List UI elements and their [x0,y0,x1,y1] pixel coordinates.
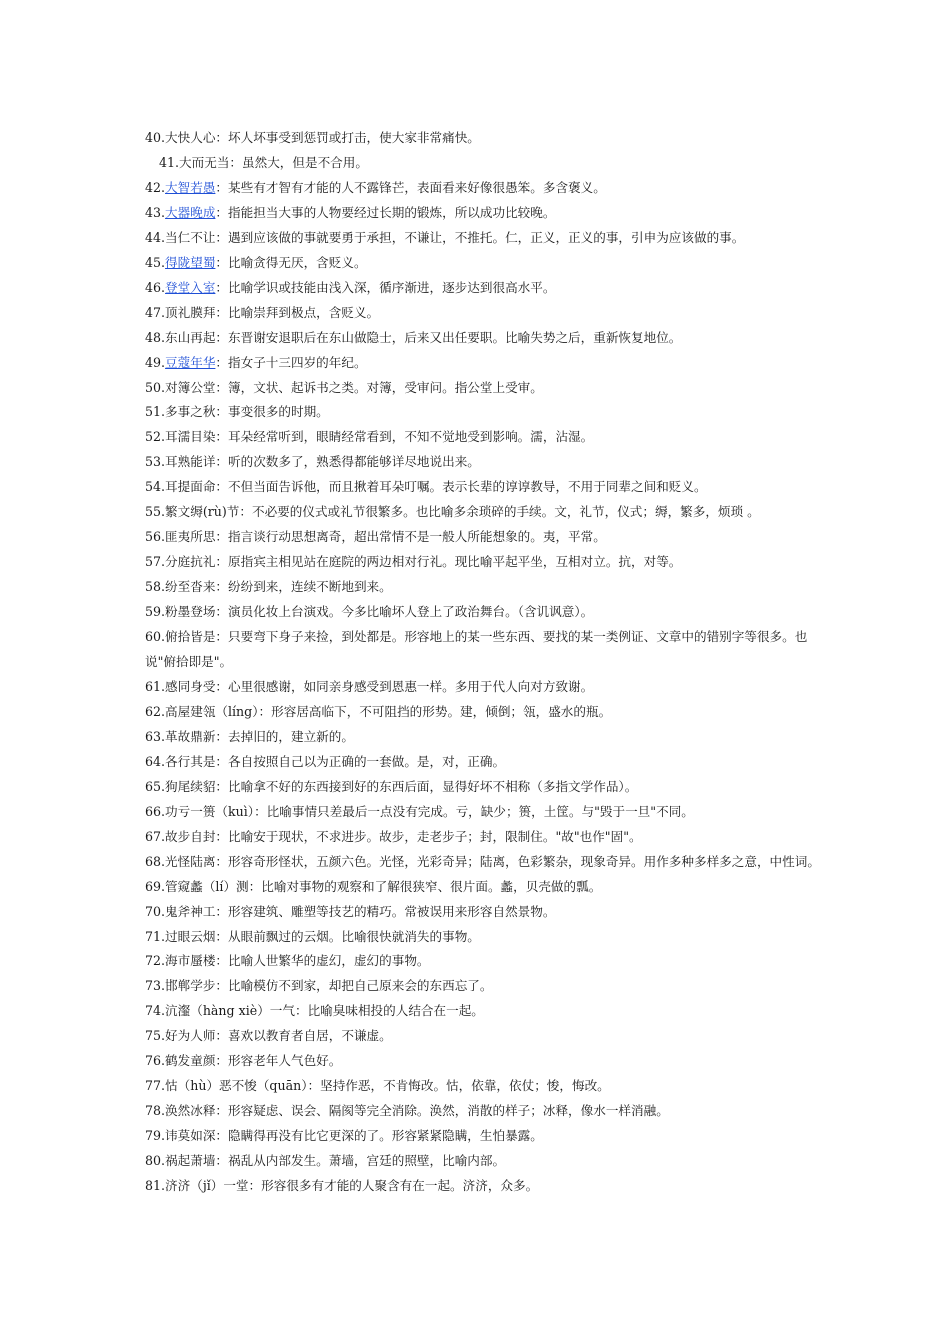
idiom-entry [145,850,825,875]
idiom-definition: ：比喻安于现状，不求进步。故步，走老步子；封，限制住。"故"也作"固"。 [215,828,642,844]
idiom-entry [145,825,825,850]
idiom-term: 当仁不让 [165,229,216,245]
idiom-definition: ：祸乱从内部发生。萧墙，宫廷的照壁，比喻内部。 [215,1153,506,1169]
idiom-entry [145,450,825,475]
entry-number: 78. [145,1103,166,1119]
idiom-term: 讳莫如深 [165,1128,216,1144]
entry-number: 69. [145,878,166,894]
idiom-definition: ：形容老年人气色好。 [215,1053,342,1069]
idiom-definition: ：演员化妆上台演戏。今多比喻坏人登上了政治舞台。（含讥讽意）。 [215,604,594,620]
entry-number: 58. [145,579,166,595]
idiom-definition: ：形容疑虑、误会、隔阂等完全消除。涣然，消散的样子；冰释，像水一样消融。 [215,1103,669,1119]
entry-number: 62. [145,703,166,719]
idiom-entry [145,900,825,925]
idiom-term: 涣然冰释 [165,1103,216,1119]
entry-number: 65. [145,778,166,794]
idiom-list [145,126,825,1199]
idiom-term: 革故鼎新 [165,728,216,744]
entry-number: 75. [145,1028,166,1044]
entry-number: 74. [145,1003,166,1019]
idiom-definition: ：比喻拿不好的东西接到好的东西后面，显得好坏不相称（多指文学作品）。 [215,778,638,794]
entry-number: 81. [145,1178,166,1194]
idiom-entry [145,201,825,226]
entry-number: 49. [145,354,166,370]
idiom-definition: ：指言谈行动思想离奇，超出常情不是一般人所能想象的。夷，平常。 [215,529,606,545]
entry-number: 80. [145,1153,166,1169]
idiom-entry [145,1124,825,1149]
entry-number: 63. [145,728,166,744]
entry-number: 70. [145,903,166,919]
idiom-definition: ：比喻学识或技能由浅入深，循序渐进，逐步达到很高水平。 [215,279,556,295]
idiom-definition: ：遇到应该做的事就要勇于承担，不谦让，不推托。仁，正义，正义的事，引申为应该做的事。 [215,229,745,245]
idiom-term: 对簿公堂 [165,379,216,395]
idiom-entry [145,775,825,800]
idiom-entry [145,1149,825,1174]
idiom-term-link[interactable]: 豆蔻年华 [165,354,216,370]
idiom-definition: ：簿，文状、起诉书之类。对簿，受审问。指公堂上受审。 [215,379,543,395]
idiom-term: 耳熟能详 [165,454,216,470]
idiom-entry [145,1049,825,1074]
idiom-entry [145,500,825,525]
idiom-term: 海市蜃楼 [165,953,216,969]
idiom-term: 耳濡目染 [165,429,216,445]
entry-number: 48. [145,329,166,345]
idiom-entry [145,1074,825,1099]
idiom-definition: ：比喻人世繁华的虚幻，虚幻的事物。 [215,953,430,969]
idiom-definition: ：只要弯下身子来捡，到处都是。形容地上的某一些东西、要找的某一类例证、文章中的错别字等很多。也说"俯拾即是"。 [145,629,808,670]
idiom-entry [145,425,825,450]
idiom-entry [145,151,825,176]
idiom-entry [145,1024,825,1049]
idiom-definition: ：听的次数多了，熟悉得都能够详尽地说出来。 [215,454,480,470]
entry-number: 66. [145,803,166,819]
idiom-term: 怙（hù）恶不悛（quān） [165,1078,308,1094]
entry-number: 71. [145,928,166,944]
idiom-entry [145,301,825,326]
idiom-entry [145,700,825,725]
idiom-entry [145,1099,825,1124]
idiom-entry [145,625,825,675]
idiom-entry [145,875,825,900]
idiom-definition: ：原指宾主相见站在庭院的两边相对行礼。现比喻平起平坐，互相对立。抗，对等。 [215,554,682,570]
idiom-definition: ：形容奇形怪状，五颜六色。光怪，光彩奇异；陆离，色彩繁杂，现象奇异。用作多种多样多之意，中性词。 [215,853,820,869]
idiom-definition: ：指能担当大事的人物要经过长期的锻炼，所以成功比较晚。 [215,204,556,220]
entry-number: 52. [145,429,166,445]
entry-number: 44. [145,229,166,245]
entry-number: 61. [145,678,166,694]
idiom-definition: ：东晋谢安退职后在东山做隐士，后来又出任要职。比喻失势之后，重新恢复地位。 [215,329,682,345]
idiom-term: 耳提面命 [165,479,216,495]
idiom-entry [145,176,825,201]
entry-number: 57. [145,554,166,570]
idiom-entry [145,475,825,500]
entry-number: 55. [145,504,166,520]
entry-number: 67. [145,828,166,844]
idiom-term: 鹤发童颜 [165,1053,216,1069]
idiom-entry [145,251,825,276]
entry-number: 56. [145,529,166,545]
entry-number: 68. [145,853,166,869]
idiom-definition: ：从眼前飘过的云烟。比喻很快就消失的事物。 [215,928,480,944]
entry-number: 46. [145,279,166,295]
idiom-term: 功亏一篑（kuì） [165,803,255,819]
entry-number: 59. [145,604,166,620]
idiom-definition: ：坚持作恶，不肯悔改。怙，依靠，依仗；悛，悔改。 [307,1078,610,1094]
idiom-entry [145,575,825,600]
idiom-entry [145,1174,825,1199]
idiom-entry [145,925,825,950]
idiom-definition: ：各自按照自己以为正确的一套做。是，对，正确。 [215,753,506,769]
idiom-definition: ：指女子十三四岁的年纪。 [215,354,367,370]
idiom-entry [145,525,825,550]
idiom-definition: ：心里很感谢，如同亲身感受到恩惠一样。多用于代人向对方致谢。 [215,678,594,694]
idiom-term: 俯拾皆是 [165,629,216,645]
idiom-entry [145,351,825,376]
idiom-term: 沆瀣（hàng xiè）一气 [165,1003,295,1019]
idiom-entry [145,999,825,1024]
entry-number: 72. [145,953,166,969]
entry-number: 47. [145,304,166,320]
idiom-term-link[interactable]: 登堂入室 [165,279,216,295]
entry-number: 54. [145,479,166,495]
idiom-term: 光怪陆离 [165,853,216,869]
idiom-entry [145,550,825,575]
entry-number: 76. [145,1053,166,1069]
entry-number: 42. [145,179,166,195]
idiom-definition: ：喜欢以教育者自居，不谦虚。 [215,1028,392,1044]
idiom-definition: ：形容建筑、雕塑等技艺的精巧。常被误用来形容自然景物。 [215,903,556,919]
idiom-definition: ：比喻事情只差最后一点没有完成。亏，缺少；篑，土筐。与"毁于一旦"不同。 [254,803,694,819]
idiom-entry [145,600,825,625]
idiom-definition: ：比喻贪得无厌，含贬义。 [215,254,367,270]
entry-number: 77. [145,1078,166,1094]
idiom-term-link[interactable]: 大智若愚 [165,179,216,195]
idiom-entry [145,800,825,825]
idiom-definition: ：纷纷到来，连续不断地到来。 [215,579,392,595]
idiom-entry [145,126,825,151]
idiom-entry [145,974,825,999]
idiom-definition: ：隐瞒得再没有比它更深的了。形容紧紧隐瞒，生怕暴露。 [215,1128,543,1144]
idiom-term: 高屋建瓴（líng） [165,703,259,719]
idiom-entry [145,400,825,425]
entry-number: 53. [145,454,166,470]
idiom-term-link[interactable]: 大器晚成 [165,204,216,220]
idiom-term: 管窥蠡（lí）测 [165,878,249,894]
idiom-definition: ：比喻臭味相投的人结合在一起。 [294,1003,484,1019]
entry-number: 73. [145,978,166,994]
entry-number: 79. [145,1128,166,1144]
idiom-term: 繁文缛(rù)节 [165,504,240,520]
idiom-entry [145,276,825,301]
idiom-definition: ：不但当面告诉他，而且揪着耳朵叮嘱。表示长辈的谆谆教导，不用于同辈之间和贬义。 [215,479,707,495]
idiom-definition: ：坏人坏事受到惩罚或打击，使大家非常痛快。 [215,130,480,145]
idiom-term-link[interactable]: 得陇望蜀 [165,254,216,270]
idiom-term: 粉墨登场 [165,604,216,620]
idiom-definition: ：比喻模仿不到家，却把自己原来会的东西忘了。 [215,978,493,994]
idiom-entry [145,675,825,700]
entry-number: 64. [145,753,166,769]
idiom-term: 感同身受 [165,678,216,694]
idiom-term: 大而无当 [179,154,230,170]
idiom-definition: ：耳朵经常听到，眼睛经常看到，不知不觉地受到影响。濡，沾湿。 [215,429,594,445]
idiom-term: 故步自封 [165,828,216,844]
entry-number: 45. [145,254,166,270]
idiom-definition: ：比喻对事物的观察和了解很狭窄、很片面。蠡，贝壳做的瓢。 [248,878,602,894]
idiom-term: 祸起萧墙 [165,1153,216,1169]
idiom-entry [145,949,825,974]
idiom-definition: ：某些有才智有才能的人不露锋芒，表面看来好像很愚笨。多含褒义。 [215,179,606,195]
entry-number: 50. [145,379,166,395]
idiom-definition: ：去掉旧的，建立新的。 [215,728,354,744]
entry-number: 40. [145,130,166,145]
idiom-definition: ：不必要的仪式或礼节很繁多。也比喻多余琐碎的手续。文，礼节，仪式；缛，繁多，烦琐 。 [239,504,760,520]
idiom-term: 鬼斧神工 [165,903,216,919]
idiom-entry [145,750,825,775]
idiom-term: 各行其是 [165,753,216,769]
idiom-definition: ：比喻崇拜到极点，含贬义。 [215,304,380,320]
idiom-term: 分庭抗礼 [165,554,216,570]
idiom-term: 过眼云烟 [165,928,216,944]
idiom-definition: ：形容居高临下，不可阻挡的形势。建，倾倒；瓴，盛水的瓶。 [258,703,612,719]
idiom-definition: ：事变很多的时期。 [215,404,329,420]
idiom-term: 好为人师 [165,1028,216,1044]
idiom-entry [145,326,825,351]
idiom-term: 狗尾续貂 [165,778,216,794]
entry-number: 60. [145,629,166,645]
idiom-definition: ：形容很多有才能的人聚含有在一起。济济，众多。 [248,1178,539,1194]
entry-number: 43. [145,204,166,220]
idiom-term: 多事之秋 [165,404,216,420]
idiom-term: 匪夷所思 [165,529,216,545]
idiom-term: 顶礼膜拜 [165,304,216,320]
idiom-entry [145,226,825,251]
entry-number: 51. [145,404,166,420]
idiom-term: 纷至沓来 [165,579,216,595]
idiom-term: 邯郸学步 [165,978,216,994]
idiom-entry [145,376,825,401]
entry-number: 41. [159,154,180,170]
idiom-entry [145,725,825,750]
idiom-definition: ：虽然大，但是不合用。 [229,154,368,170]
idiom-term: 大快人心 [165,130,216,145]
idiom-term: 济济（jǐ）一堂 [165,1178,249,1194]
idiom-term: 东山再起 [165,329,216,345]
